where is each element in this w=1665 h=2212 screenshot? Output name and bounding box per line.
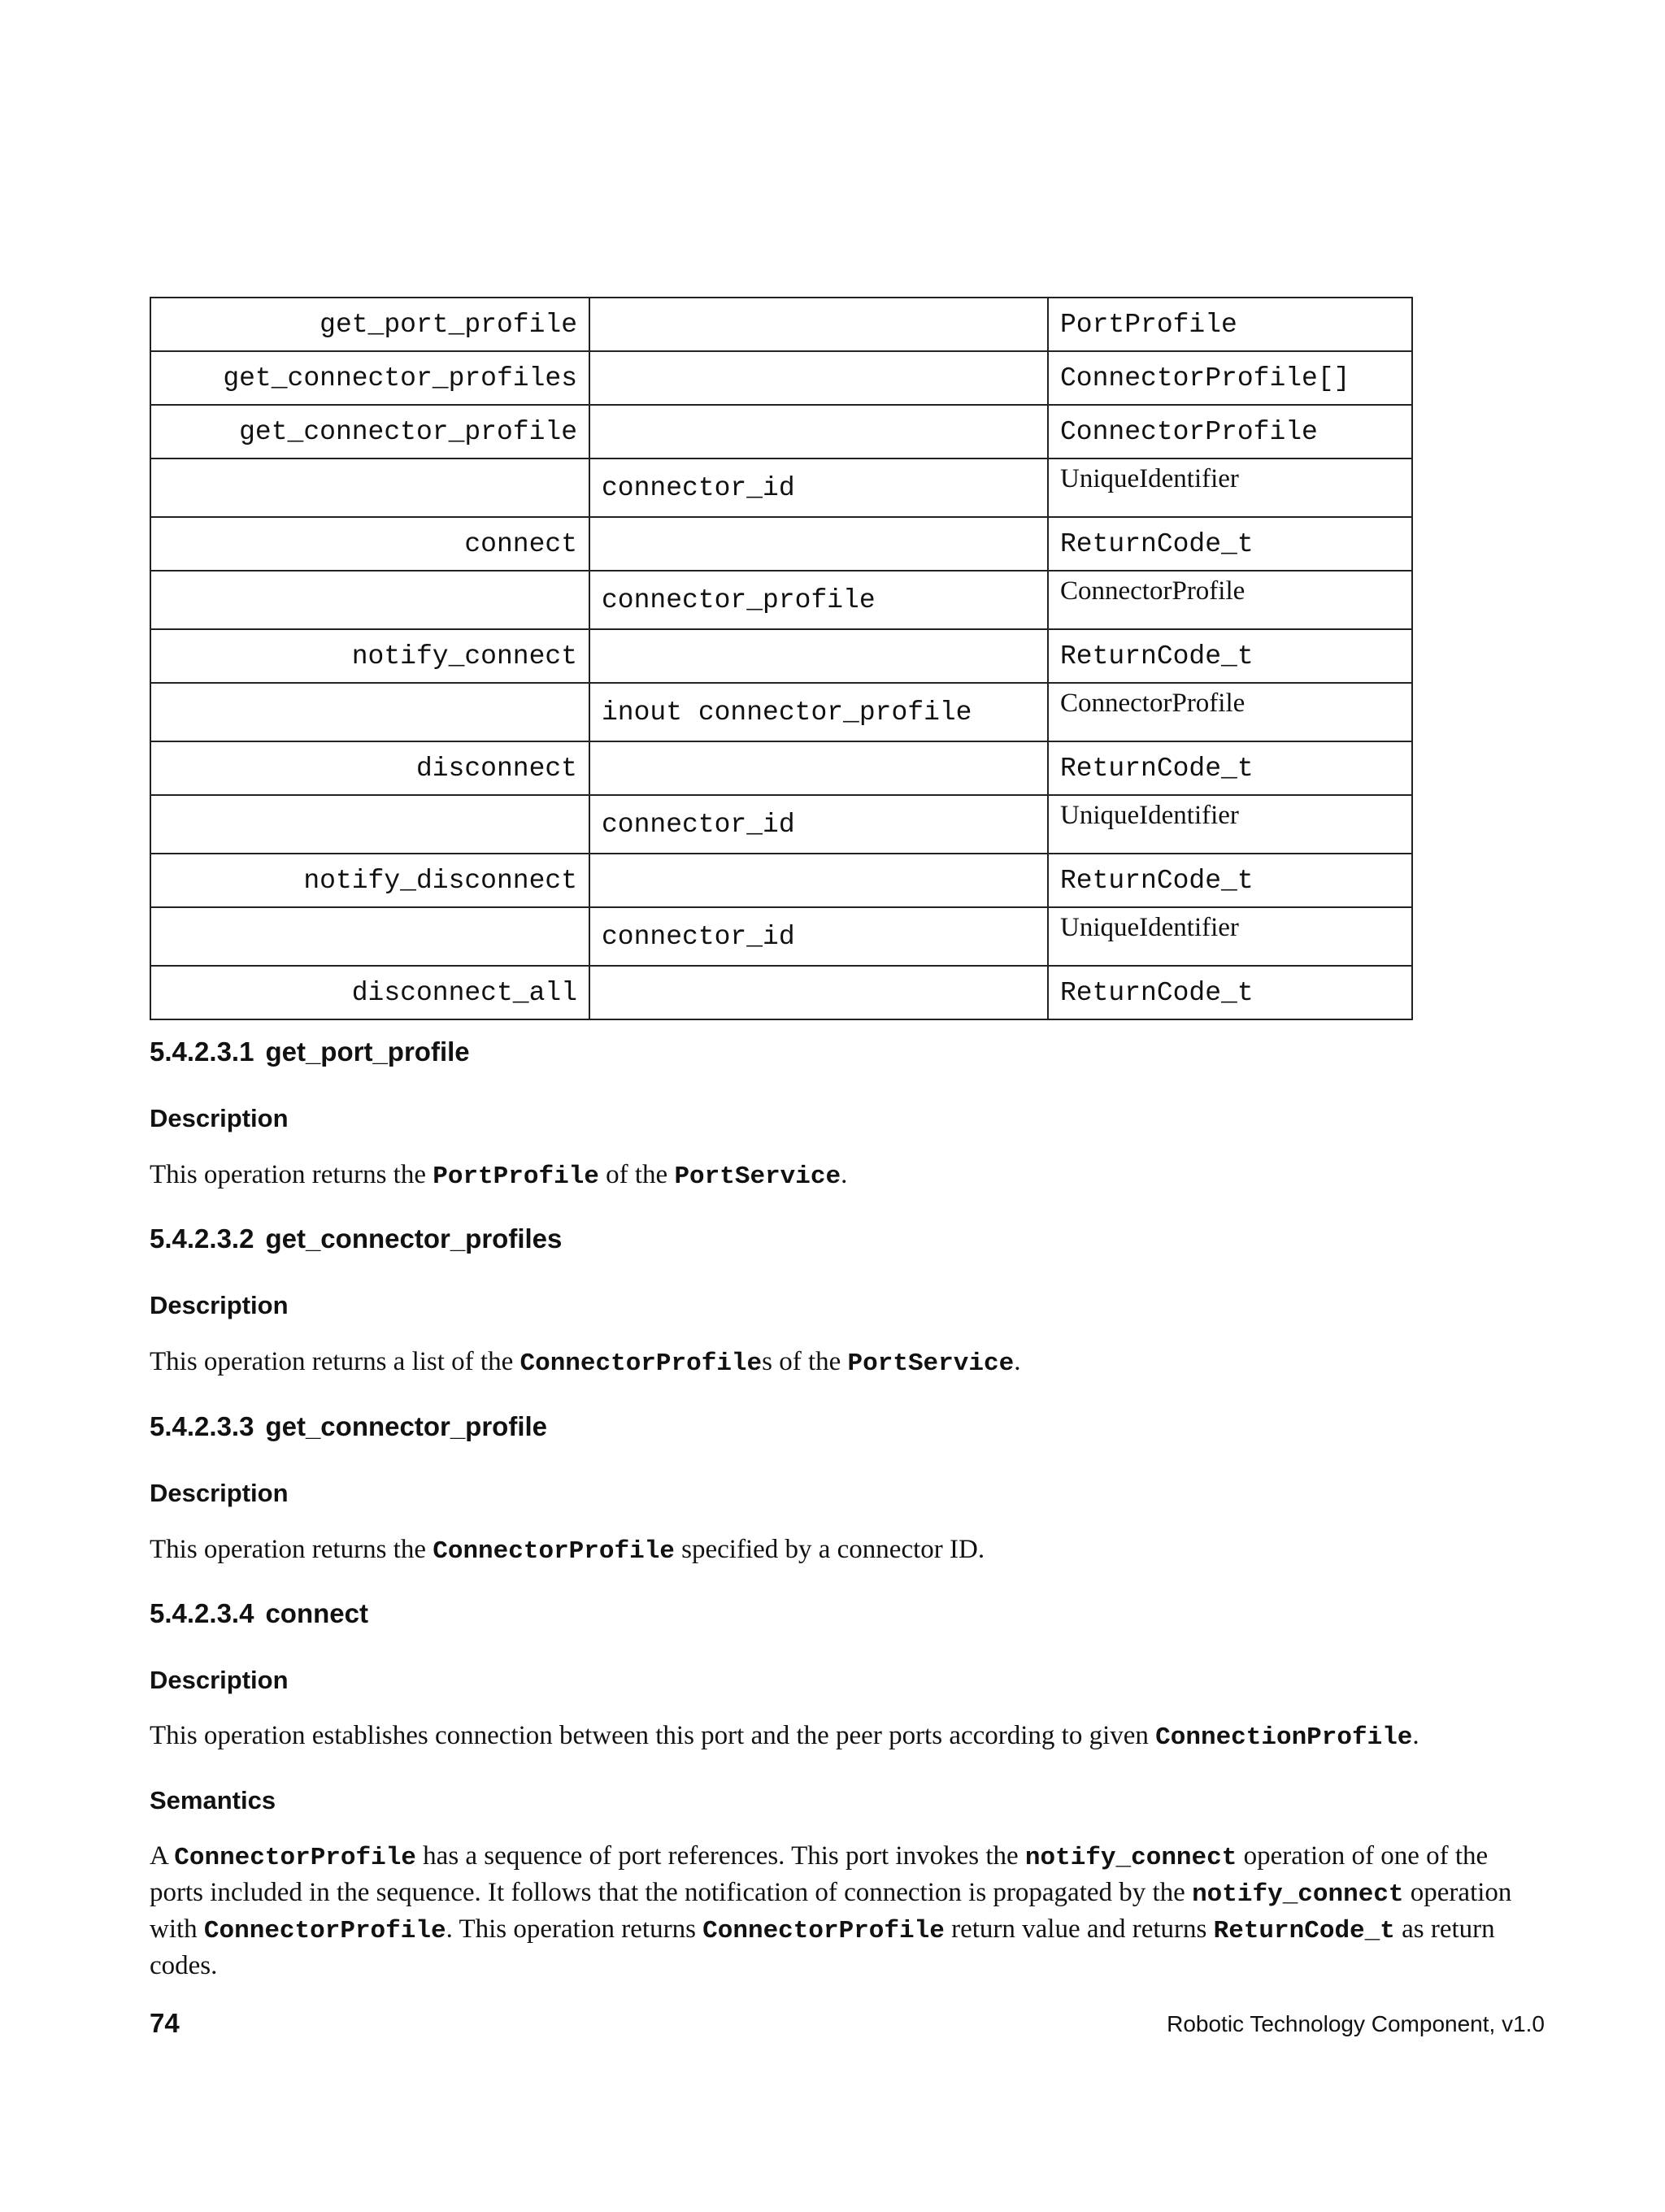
type-name: ReturnCode_t [1048,741,1412,795]
code-term: notify_connect [1024,1844,1237,1872]
operation-name [150,907,589,966]
parameter-name: connector_id [589,907,1048,966]
section-title: get_connector_profiles [265,1223,563,1254]
table-row [150,683,1412,741]
operations-table [150,297,1413,1020]
description-text [150,1532,1548,1569]
code-term: ConnectorProfile [519,1349,763,1378]
description-heading: Description [150,1479,289,1507]
description-heading: Description [150,1104,289,1132]
section-get-connector-profile [150,1409,1548,1445]
text-run: This operation returns the [150,1535,433,1564]
parameter-name [589,298,1048,351]
text-run: as return codes. [150,1914,1495,1980]
operation-name: get_connector_profiles [150,351,589,405]
code-term: ConnectorProfile [702,1917,945,1945]
type-name: UniqueIdentifier [1048,795,1412,854]
table-row [150,298,1412,351]
type-name: ConnectorProfile [1048,683,1412,741]
text-run: has a sequence of port references. This port invokes the [415,1841,1025,1871]
code-term: PortService [674,1162,841,1191]
section-heading [150,1409,1548,1445]
description-paragraph [150,1345,1548,1381]
operation-name [150,458,589,517]
operation-name [150,795,589,854]
operation-name: get_connector_profile [150,405,589,458]
table-row [150,629,1412,683]
text-run: operation of one of the ports included in the sequence. It follows that the notification of connection is propagated by the [150,1841,1489,1907]
operation-name [150,683,589,741]
operation-name: notify_connect [150,629,589,683]
text-run: This operation returns a list of the [150,1347,520,1376]
table-row [150,571,1412,629]
section-number: 5.4.2.3.3 [150,1411,254,1441]
type-name: ReturnCode_t [1048,629,1412,683]
code-term: ConnectorProfile [203,1917,446,1945]
description-block [150,1662,1548,1698]
type-name: ReturnCode_t [1048,517,1412,571]
section-heading [150,1221,1548,1257]
semantics-heading: Semantics [150,1786,276,1814]
type-name: ConnectorProfile [1048,571,1412,629]
type-name: UniqueIdentifier [1048,907,1412,966]
parameter-name: connector_profile [589,571,1048,629]
section-number: 5.4.2.3.1 [150,1036,254,1067]
description-text [150,1345,1548,1381]
parameter-name [589,351,1048,405]
parameter-name [589,966,1048,1019]
table-row [150,741,1412,795]
code-term: PortProfile [433,1162,599,1191]
section-title: get_port_profile [265,1036,470,1067]
description-block [150,1101,1548,1136]
parameter-name: inout connector_profile [589,683,1048,741]
section-heading [150,1596,1548,1632]
text-run: . This operation returns [446,1914,703,1944]
text-run: . [1014,1347,1021,1376]
page-number: 74 [150,2008,180,2038]
operation-name [150,571,589,629]
type-name: ConnectorProfile[] [1048,351,1412,405]
semantics-text [150,1839,1548,1983]
parameter-name [589,741,1048,795]
operation-name: connect [150,517,589,571]
section-get-port-profile [150,1034,1548,1070]
text-run: A [150,1841,175,1871]
table-row [150,517,1412,571]
table-row [150,854,1412,907]
text-run: This operation establishes connection between this port and the peer ports according to given [150,1721,1156,1750]
type-name: PortProfile [1048,298,1412,351]
code-term: ReturnCode_t [1213,1917,1395,1945]
text-run: return value and returns [944,1914,1214,1944]
semantics-paragraph [150,1839,1548,1983]
table-row [150,907,1412,966]
section-number: 5.4.2.3.4 [150,1598,254,1628]
code-term: ConnectorProfile [174,1844,416,1872]
section-number: 5.4.2.3.2 [150,1223,254,1254]
parameter-name: connector_id [589,458,1048,517]
text-run: operation with [150,1878,1512,1944]
table-row [150,458,1412,517]
table-row [150,966,1412,1019]
parameter-name [589,629,1048,683]
description-paragraph [150,1719,1548,1755]
description-paragraph [150,1158,1548,1194]
text-run: This operation returns the [150,1160,433,1189]
code-term: ConnectorProfile [433,1537,675,1566]
type-name: ReturnCode_t [1048,966,1412,1019]
description-heading: Description [150,1666,289,1694]
section-title: get_connector_profile [265,1411,548,1441]
operation-name: disconnect_all [150,966,589,1019]
text-run: s of the [762,1347,848,1376]
code-term: notify_connect [1192,1880,1404,1909]
section-heading [150,1034,1548,1070]
section-title: connect [265,1598,368,1628]
description-block [150,1475,1548,1511]
text-run: . [1412,1721,1419,1750]
description-heading: Description [150,1291,289,1319]
text-run: of the [598,1160,675,1189]
description-text [150,1158,1548,1194]
parameter-name [589,517,1048,571]
section-get-connector-profiles [150,1221,1548,1257]
document-title: Robotic Technology Component, v1.0 [1167,2011,1545,2036]
parameter-name [589,405,1048,458]
description-paragraph [150,1532,1548,1569]
operation-name: disconnect [150,741,589,795]
type-name: ReturnCode_t [1048,854,1412,907]
description-text [150,1719,1548,1755]
semantics-block [150,1783,1548,1819]
table-row [150,795,1412,854]
table-row [150,405,1412,458]
parameter-name: connector_id [589,795,1048,854]
type-name: ConnectorProfile [1048,405,1412,458]
description-block [150,1288,1548,1323]
table-row [150,351,1412,405]
operation-name: notify_disconnect [150,854,589,907]
code-term: ConnectionProfile [1155,1723,1413,1752]
text-run: . [841,1160,848,1189]
parameter-name [589,854,1048,907]
section-connect [150,1596,1548,1632]
operation-name: get_port_profile [150,298,589,351]
text-run: specified by a connector ID. [674,1535,985,1564]
type-name: UniqueIdentifier [1048,458,1412,517]
code-term: PortService [847,1349,1015,1378]
